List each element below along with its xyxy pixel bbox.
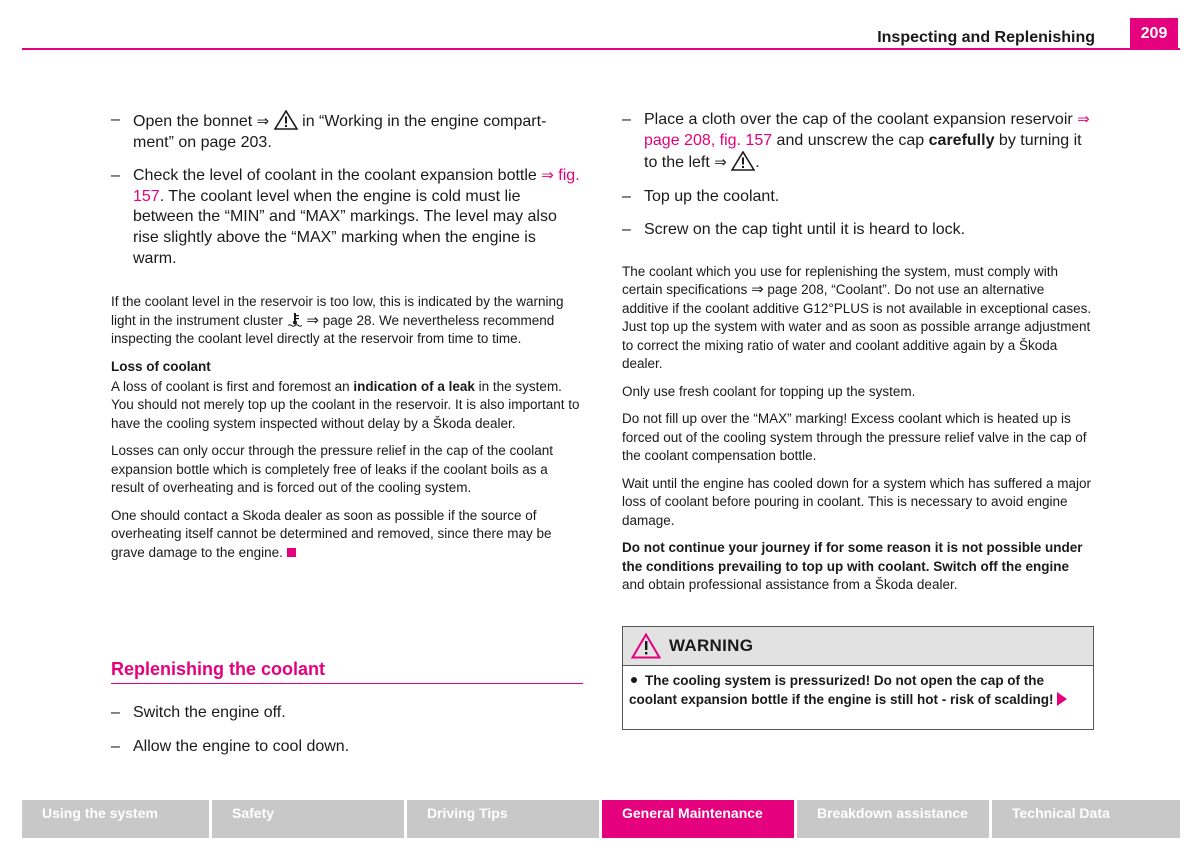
warning-box xyxy=(622,626,1094,730)
page-number: 209 xyxy=(1130,18,1178,50)
step-top-up: – Top up the coolant. xyxy=(622,187,780,205)
paragraph-leak: A loss of coolant is first and foremost an indication of a leak in the system. You should not merely top up the coolant in the reservoir. It is also important to have the cooling system inspected without delay by a Škoda dealer. xyxy=(111,378,580,431)
tab-driving-tips[interactable]: Driving Tips xyxy=(407,800,599,838)
section-end-icon xyxy=(287,548,296,557)
paragraph-specifications: The coolant which you use for replenishing the system, must comply with certain specifications ⇒ page 208, “Coolant”. Do not use an alternative additive if the coolant additive G12°PLUS is not available in exceptional cases. Just top up the system with water and as soon as possible arrange adjustment to correct the mixing ratio of water and coolant additive again by a Škoda dealer. xyxy=(622,263,1092,372)
paragraph-losses: Losses can only occur through the pressure relief in the cap of the coolant expansion bottle which is completely free of leaks if the coolant boils as a result of overheating and is forced out of the cooling system. xyxy=(111,443,554,496)
footer-nav xyxy=(22,800,1180,838)
continue-arrow-icon xyxy=(1057,692,1067,706)
paragraph-max-marking: Do not fill up over the “MAX” marking! Excess coolant which is heated up is forced out of the cooling system through the pressure relief valve in the cap of the coolant compensation bottle. xyxy=(622,411,1087,464)
arrow-icon: ⇒ xyxy=(714,154,727,172)
loss-of-coolant-heading: Loss of coolant xyxy=(111,358,211,374)
right-column xyxy=(622,110,1094,604)
paragraph-fresh-coolant: Only use fresh coolant for topping up the system. xyxy=(622,383,916,399)
warning-header xyxy=(623,627,1093,666)
warning-text: The cooling system is pressurized! Do not open the cap of the coolant expansion bottle if the engine is still hot - risk of scalding! xyxy=(629,673,1054,707)
page-link[interactable]: ⇒ page 208, fig. 157 xyxy=(644,111,1090,149)
arrow-icon: ⇒ xyxy=(751,281,764,299)
step-place-cloth: – Place a cloth over the cap of the coolant expansion reservoir ⇒ page 208, fig. 157 and unscrew the cap carefully by turning it to the left ⇒ . xyxy=(622,111,1090,172)
tab-technical-data[interactable]: Technical Data xyxy=(992,800,1180,838)
step-open-bonnet: – Open the bonnet ⇒ in “Working in the engine compart-ment” on page 203. xyxy=(111,111,547,151)
warning-triangle-icon xyxy=(631,633,661,659)
warning-body xyxy=(623,666,1093,709)
arrow-icon: ⇒ xyxy=(306,311,319,329)
step-cool-down: – Allow the engine to cool down. xyxy=(111,737,350,755)
coolant-temperature-icon xyxy=(287,312,303,327)
step-screw-cap: – Screw on the cap tight until it is heard to lock. xyxy=(622,221,966,239)
tab-general-maintenance[interactable]: General Maintenance xyxy=(602,800,794,838)
warning-title: WARNING xyxy=(669,636,754,655)
paragraph-contact-dealer: One should contact a Skoda dealer as soon as possible if the source of overheating itself cannot be determined and removed, since there may be grave damage to the engine. xyxy=(111,507,552,560)
arrow-icon: ⇒ xyxy=(256,113,270,130)
warning-triangle-icon xyxy=(731,151,755,171)
warning-triangle-icon xyxy=(274,110,298,130)
paragraph-do-not-continue: Do not continue your journey if for some reason it is not possible under the conditions prevailing to top up with coolant. Switch off the engine and obtain professional assistance from a Škoda dealer. xyxy=(622,540,1083,593)
tab-using-the-system[interactable]: Using the system xyxy=(22,800,209,838)
paragraph-wait-cool: Wait until the engine has cooled down for a system which has suffered a major loss of coolant before pouring in coolant. This is necessary to avoid engine damage. xyxy=(622,475,1091,528)
bullet-icon xyxy=(631,677,637,683)
section-title-replenishing: Replenishing the coolant xyxy=(111,659,583,684)
tab-safety[interactable]: Safety xyxy=(212,800,404,838)
tab-breakdown-assistance[interactable]: Breakdown assistance xyxy=(797,800,989,838)
step-switch-off: – Switch the engine off. xyxy=(111,704,286,721)
left-column-steps xyxy=(111,703,583,770)
dash: – xyxy=(111,167,120,185)
header-divider xyxy=(22,48,1180,50)
left-column xyxy=(111,110,583,571)
paragraph-warning-light: If the coolant level in the reservoir is too low, this is indicated by the warning light in the instrument cluster ⇒ page 28. We nevertheless recommend inspecting the coolant level directly at the reservoir from time to time. xyxy=(111,294,564,347)
page-header-title: Inspecting and Replenishing xyxy=(877,29,1095,46)
dash: – xyxy=(111,111,120,128)
step-check-level: – Check the level of coolant in the coolant expansion bottle ⇒ fig. 157. The coolant level when the engine is cold must lie between the “MIN” and “MAX” markings. The level may also rise slightly above the “MAX” marking when the engine is warm. xyxy=(111,167,580,267)
fig-link[interactable]: ⇒ fig. 157 xyxy=(133,167,580,205)
